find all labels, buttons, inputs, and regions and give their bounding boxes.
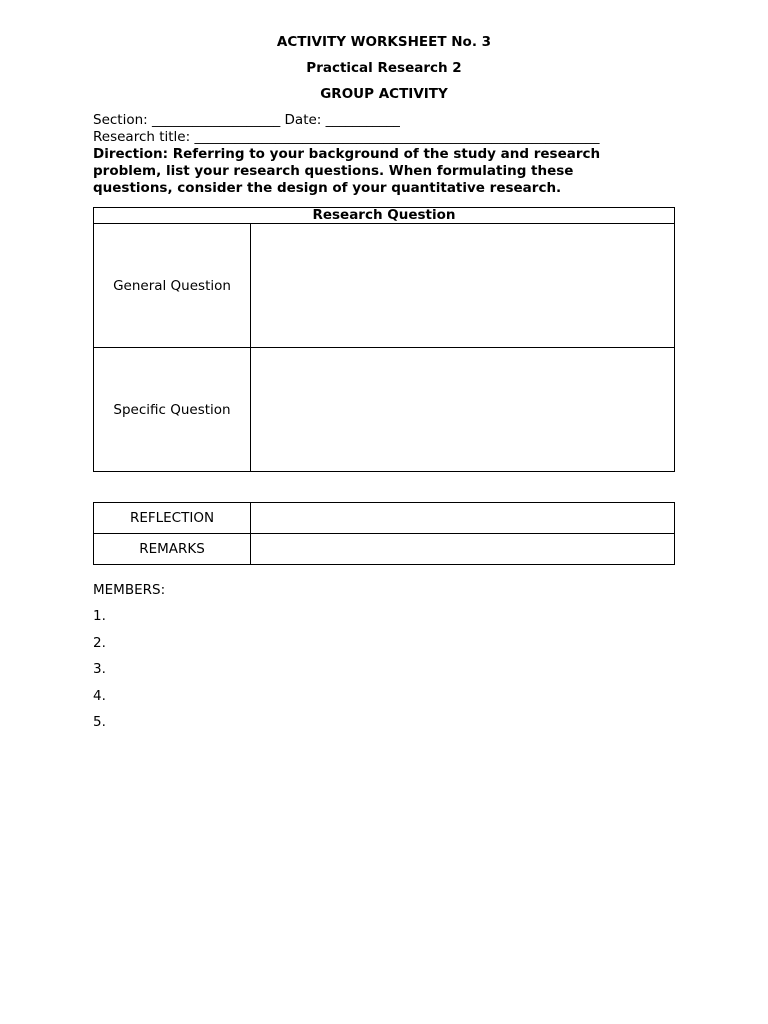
remarks-cell[interactable] (251, 534, 675, 565)
research-question-header: Research Question (94, 208, 675, 224)
general-question-label: General Question (94, 224, 251, 348)
list-item: 2. (93, 634, 106, 651)
section-date-field: Section: ___________________ Date: ___________ (93, 112, 400, 128)
direction-text: Direction: Referring to your background of the study and research problem, list your research questions. When formulating these questions, consider the design of your quantitative research. (93, 146, 601, 196)
members-label: MEMBERS: (93, 582, 166, 598)
activity-type: GROUP ACTIVITY (320, 86, 448, 102)
reflection-remarks-table (93, 502, 675, 565)
list-item: 1. (93, 608, 106, 624)
table-row (94, 534, 675, 565)
list-item: 4. (93, 687, 106, 704)
research-title-field: Research title: ____________________________________________________________ (93, 129, 600, 145)
reflection-label: REFLECTION (94, 503, 251, 534)
general-question-cell[interactable] (251, 224, 675, 348)
list-item: 3. (93, 661, 106, 677)
worksheet-subtitle: Practical Research 2 (306, 60, 462, 76)
table-row (94, 348, 675, 472)
table-row (94, 503, 675, 534)
reflection-cell[interactable] (251, 503, 675, 534)
specific-question-cell[interactable] (251, 348, 675, 472)
table-row (94, 224, 675, 348)
remarks-label: REMARKS (94, 534, 251, 565)
worksheet-title: ACTIVITY WORKSHEET No. 3 (276, 34, 492, 50)
research-question-table (93, 207, 675, 472)
specific-question-label: Specific Question (94, 348, 251, 472)
members-list (93, 607, 106, 740)
list-item: 5. (93, 714, 106, 730)
